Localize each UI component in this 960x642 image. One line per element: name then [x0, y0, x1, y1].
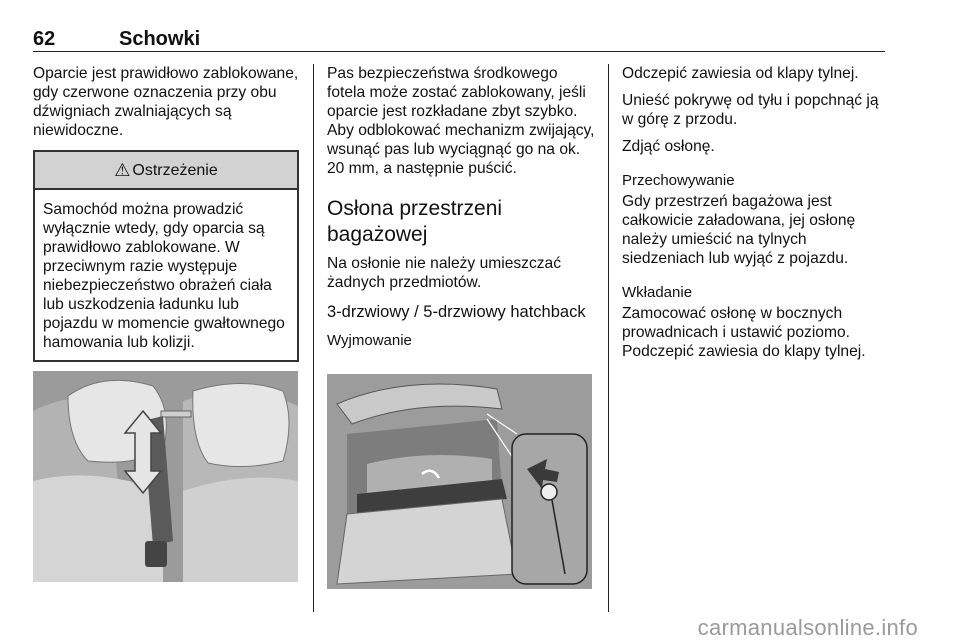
seatbelt-paragraph: Pas bezpieczeństwa środkowego fotela może zostać zablokowany, jeśli oparcie jest rozkładane zbyt szybko. Aby odblokować mechanizm zwijający, wsunąć pas lub wyciągnąć go na ok. 20 mm, a następnie puścić. — [327, 65, 595, 177]
seat-backrest-illustration — [33, 371, 298, 582]
cover-heading: Osłona przestrzeni bagażowej — [327, 197, 503, 246]
warning-title: Ostrzeżenie — [132, 161, 218, 179]
storage-label: Przechowywanie — [622, 172, 735, 189]
warning-text: Samochód można prowadzić wyłącznie wtedy, gdy oparcia są prawidłowo zablokowane. W przeciwnym razie występuje niebezpieczeństwo obrażeń ciała lub uszkodzenia ładunku lub pojazdu w momencie gwałtownego hamowania lub kolizji. — [43, 201, 285, 351]
removal-label: Wyjmowanie — [327, 332, 412, 349]
column-3 — [622, 64, 886, 369]
hatchback-subheading: 3-drzwiowy / 5-drzwiowy hatchback — [327, 303, 586, 321]
column-1 — [33, 64, 299, 362]
cover-warning-paragraph: Na osłonie nie należy umieszczać żadnych przedmiotów. — [327, 255, 562, 291]
column-2 — [327, 64, 595, 352]
warning-box — [33, 150, 299, 362]
insert-text: Zamocować osłonę w bocznych prowadnicach i ustawić poziomo. Podczepić zawiesia do klapy tylnej. — [622, 305, 866, 360]
warning-triangle-icon: ⚠ — [114, 159, 131, 180]
step-2: Unieść pokrywę od tyłu i popchnąć ją w górę z przodu. — [622, 92, 879, 128]
storage-text: Gdy przestrzeń bagażowa jest całkowicie załadowana, jej osłonę należy umieścić na tylnych siedzeniach lub wyjąć z pojazdu. — [622, 193, 856, 267]
column-divider — [608, 64, 609, 612]
column-divider — [313, 64, 314, 612]
header-divider — [33, 51, 885, 52]
insert-label: Wkładanie — [622, 284, 693, 301]
intro-paragraph: Oparcie jest prawidłowo zablokowane, gdy czerwone oznaczenia przy obu dźwigniach zwalniających są niewidoczne. — [33, 65, 299, 139]
luggage-cover-illustration — [327, 374, 592, 589]
watermark: carmanualsonline.info — [697, 615, 918, 640]
page-number: 62 — [33, 28, 56, 50]
step-3: Zdjąć osłonę. — [622, 138, 715, 155]
step-1: Odczepić zawiesia od klapy tylnej. — [622, 65, 859, 82]
warning-header — [35, 152, 297, 190]
section-title: Schowki — [119, 28, 201, 50]
